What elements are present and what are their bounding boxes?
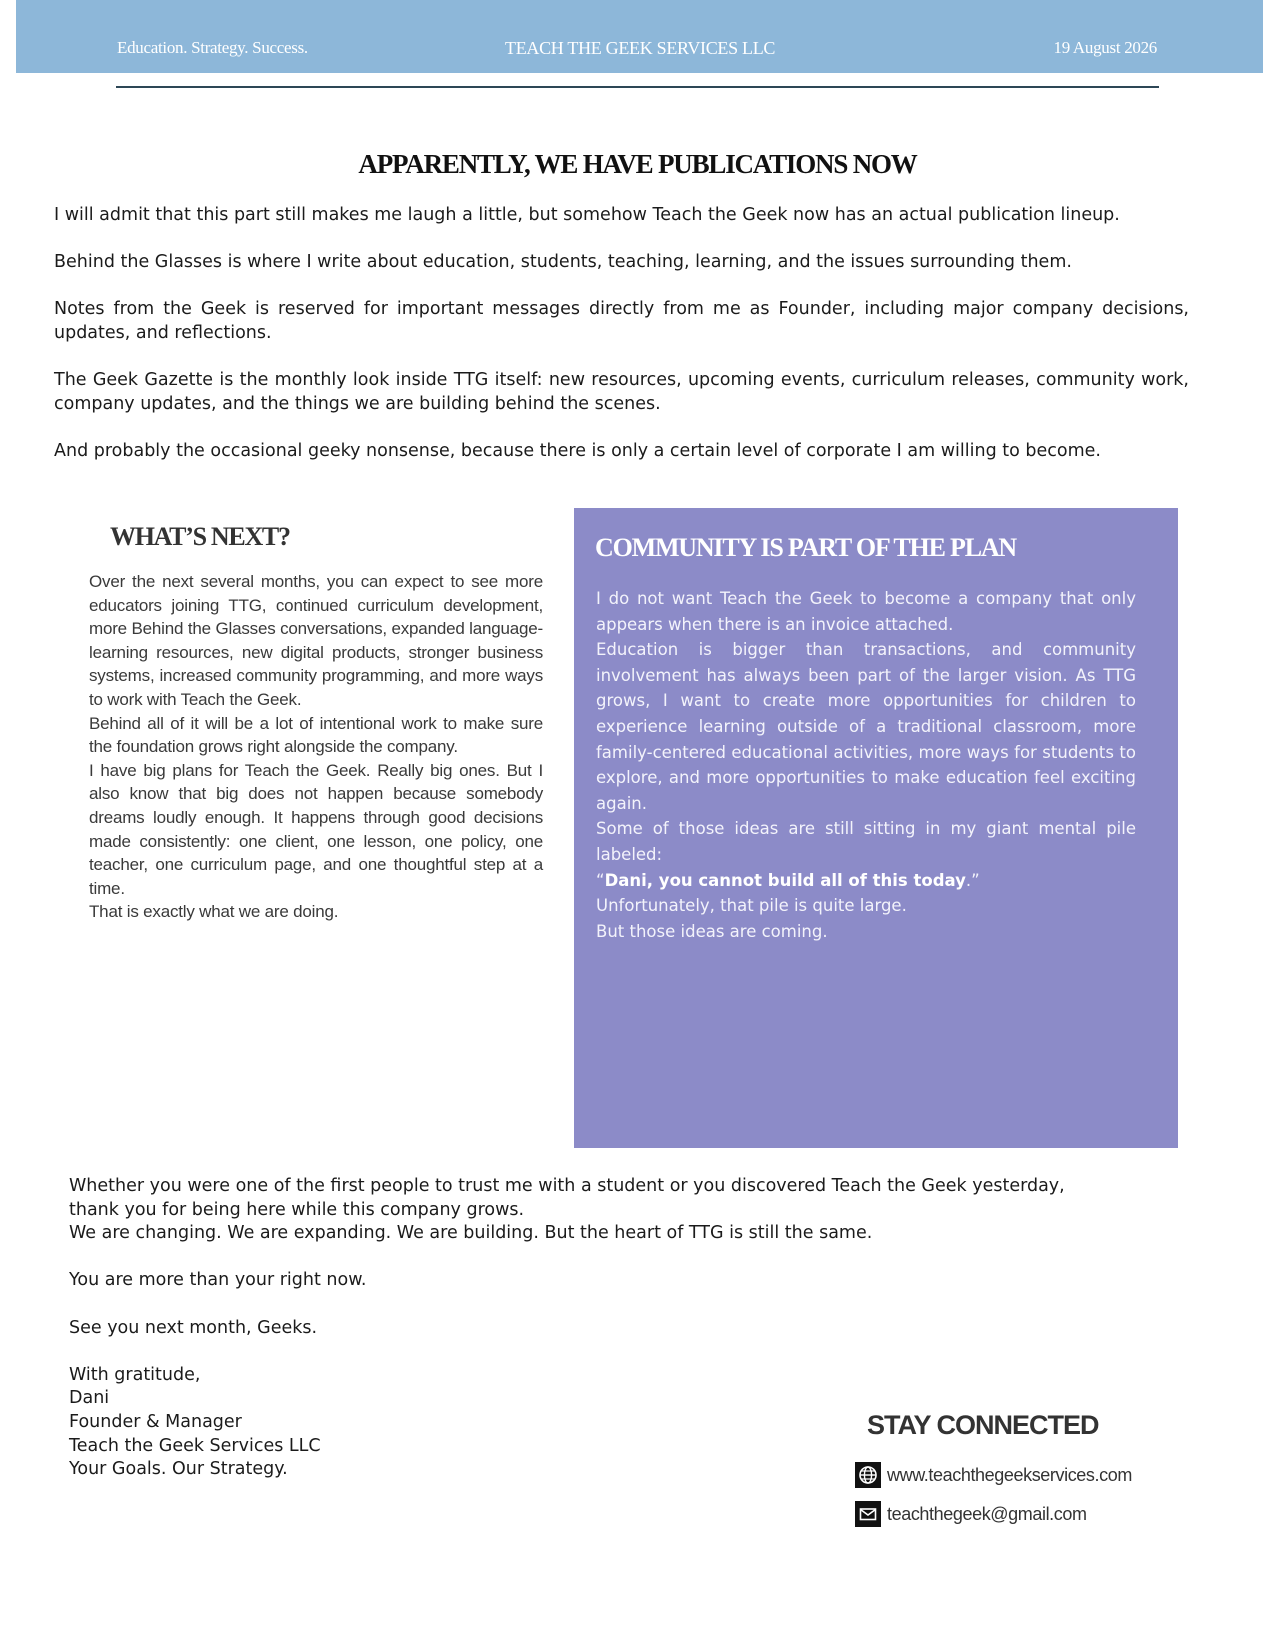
- email-link[interactable]: teachthegeek@gmail.com: [887, 1503, 1087, 1524]
- email-contact[interactable]: [855, 1500, 1087, 1528]
- envelope-icon: [855, 1501, 881, 1527]
- closing-line: Whether you were one of the first people to trust me with a student or you discovered Teach the Geek yesterday,: [69, 1176, 1065, 1196]
- whats-next-paragraph: I have big plans for Teach the Geek. Really big ones. But I also know that big does not happen because somebody dreams loudly enough. It happens through good decisions made consistently: one client, one lesson, one policy, one teacher, one curriculum page, and one thoughtful step at a time.: [89, 760, 543, 898]
- community-paragraph: But those ideas are coming.: [596, 921, 828, 941]
- intro-section: [54, 203, 1189, 463]
- intro-paragraph: I will admit that this part still makes me laugh a little, but somehow Teach the Geek now has an actual publication lineup.: [54, 205, 1120, 225]
- article-title: APPARENTLY, WE HAVE PUBLICATIONS NOW: [358, 149, 917, 179]
- stay-connected-heading: STAY CONNECTED: [867, 1410, 1099, 1440]
- header-divider: [116, 86, 1159, 88]
- header-date: 19 August 2026: [1053, 38, 1157, 57]
- intro-paragraph: Behind the Glasses is where I write about education, students, teaching, learning, and the issues surrounding them.: [54, 252, 1072, 272]
- intro-paragraph: Notes from the Geek is reserved for important messages directly from me as Founder, including major company decisions, updates, and reflections.: [54, 299, 1189, 343]
- community-callout-box: [574, 508, 1178, 1148]
- whats-next-paragraph: Behind all of it will be a lot of intentional work to make sure the foundation grows right alongside the company.: [89, 713, 543, 757]
- signature-line: With gratitude,: [69, 1364, 201, 1385]
- closing-line: We are changing. We are expanding. We are building. But the heart of TTG is still the same.: [69, 1223, 873, 1244]
- intro-paragraph: The Geek Gazette is the monthly look inside TTG itself: new resources, upcoming events, curriculum releases, community work, company updates, and the things we are building behind the scenes.: [54, 370, 1189, 414]
- whats-next-body: [89, 570, 543, 924]
- whats-next-paragraph: That is exactly what we are doing.: [89, 902, 339, 922]
- whats-next-heading: WHAT’S NEXT?: [110, 522, 290, 551]
- website-link[interactable]: www.teachthegeekservices.com: [887, 1464, 1132, 1485]
- globe-icon: [855, 1462, 881, 1488]
- intro-paragraph: And probably the occasional geeky nonsense, because there is only a certain level of corporate I am willing to become.: [54, 441, 1101, 461]
- community-paragraph: Unfortunately, that pile is quite large.: [596, 896, 907, 916]
- header-tagline: Education. Strategy. Success.: [117, 38, 308, 57]
- header-company-name: TEACH THE GEEK SERVICES LLC: [505, 38, 776, 58]
- closing-tagline: You are more than your right now.: [69, 1270, 367, 1291]
- quote-close-mark: .”: [965, 870, 980, 890]
- community-heading: COMMUNITY IS PART OF THE PLAN: [595, 533, 1016, 562]
- whats-next-paragraph: Over the next several months, you can expect to see more educators joining TTG, continued curriculum development, more Behind the Glasses conversations, expanded language-learning resources, new digital products, stronger business systems, increased community programming, and more ways to work with Teach the Geek.: [89, 572, 543, 709]
- website-contact[interactable]: [855, 1461, 1132, 1489]
- closing-line: thank you for being here while this company grows.: [69, 1199, 525, 1220]
- community-body: [596, 586, 1136, 944]
- signature-company: Teach the Geek Services LLC: [69, 1435, 321, 1456]
- signature-name: Dani: [69, 1388, 110, 1409]
- header-band: [16, 0, 1263, 73]
- signature-role: Founder & Manager: [69, 1411, 242, 1432]
- community-paragraph: Education is bigger than transactions, and community involvement has always been part of the larger vision. As TTG grows, I want to create more opportunities for children to experience learning outside of a traditional classroom, more family-centered educational activities, more ways for students to explore, and more opportunities to make education feel exciting again.: [596, 640, 1136, 813]
- community-paragraph: Some of those ideas are still sitting in my giant mental pile labeled:: [596, 819, 1136, 864]
- quote-text: Dani, you cannot build all of this today: [604, 870, 966, 890]
- community-quote: [596, 868, 1136, 894]
- quote-open-mark: “: [596, 870, 605, 890]
- closing-farewell: See you next month, Geeks.: [69, 1317, 318, 1338]
- community-paragraph: I do not want Teach the Geek to become a company that only appears when there is an invoice attached.: [596, 589, 1136, 634]
- signature-slogan: Your Goals. Our Strategy.: [69, 1459, 288, 1480]
